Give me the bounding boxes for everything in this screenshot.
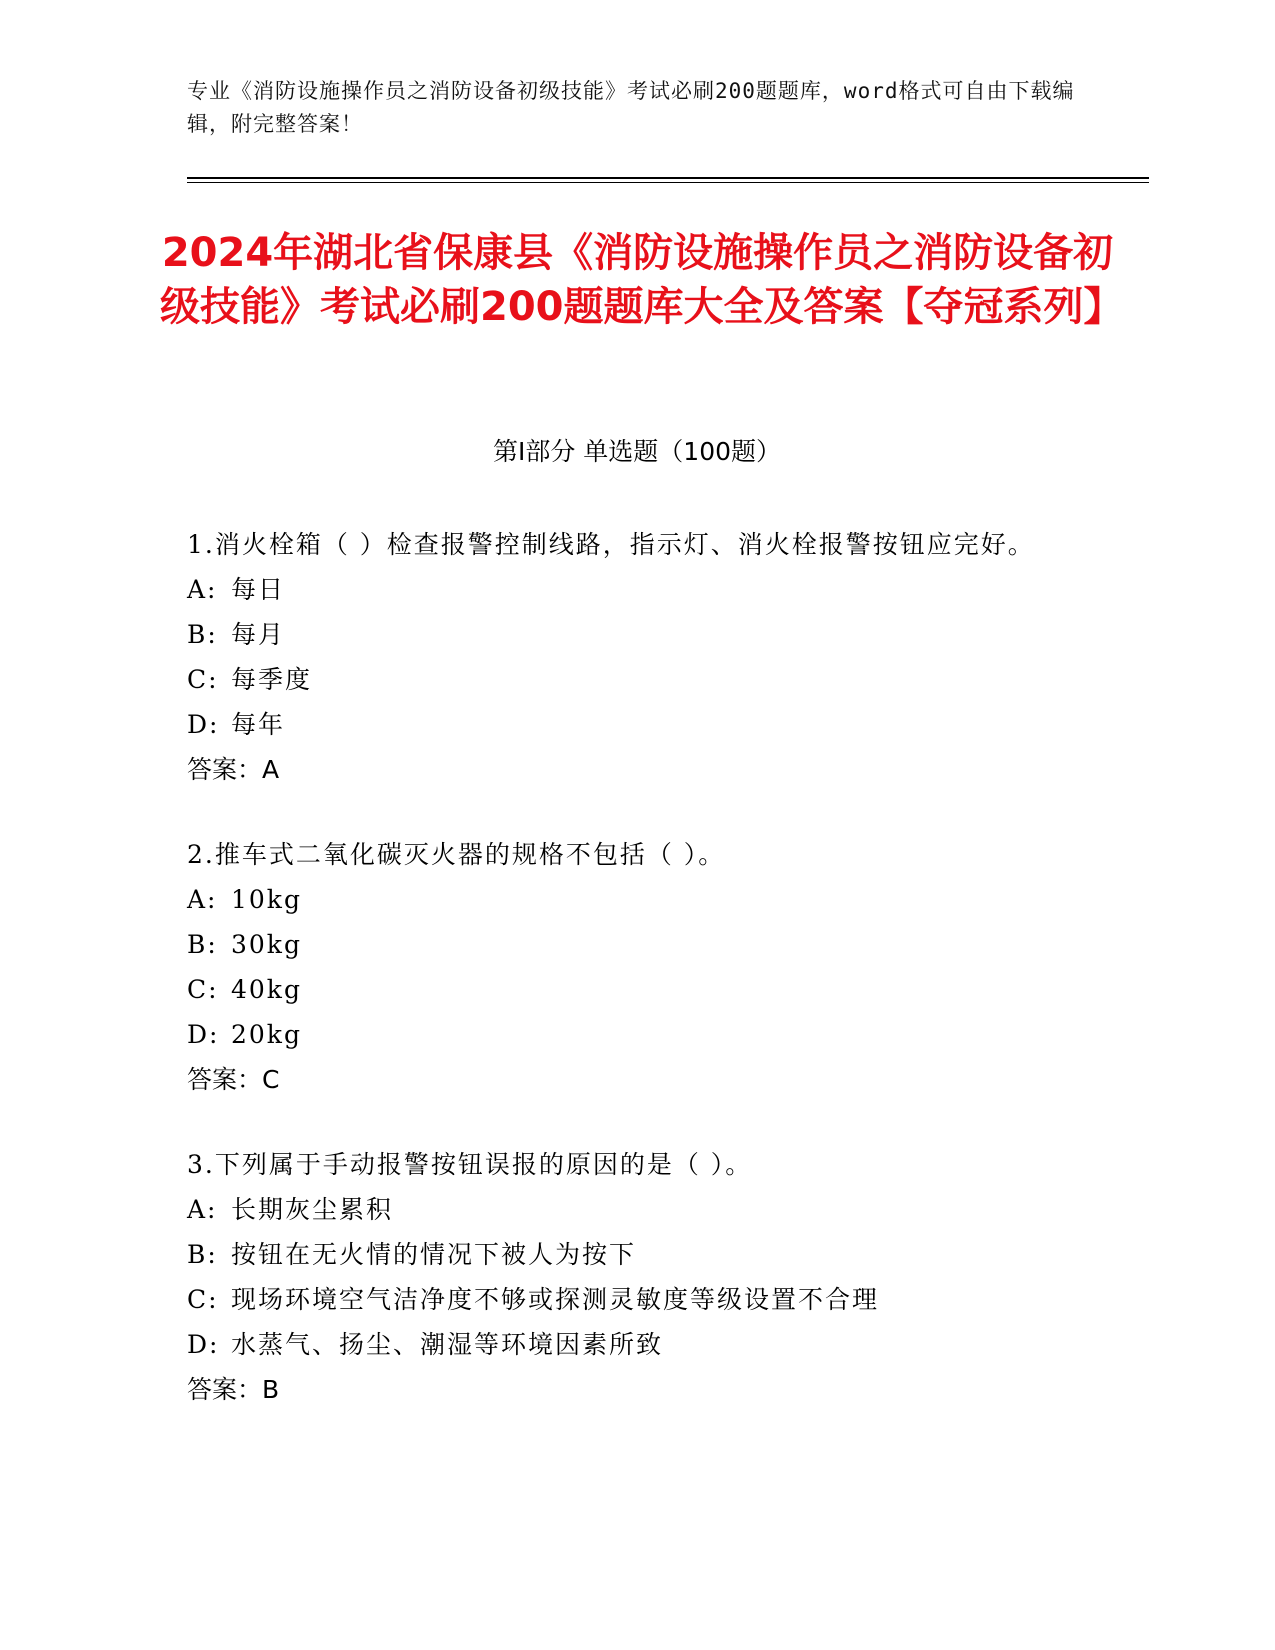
option-b	[187, 612, 1087, 657]
option-text: 现场环境空气洁净度不够或探测灵敏度等级设置不合理	[231, 1285, 880, 1314]
option-d	[187, 1322, 1087, 1367]
option-text: 按钮在无火情的情况下被人为按下	[231, 1240, 637, 1269]
option-letter: A:	[187, 885, 218, 914]
option-letter: C:	[187, 665, 219, 694]
option-d	[187, 1012, 1087, 1057]
option-letter: B:	[187, 930, 218, 959]
option-text: 每月	[231, 620, 286, 649]
option-text: 30kg	[231, 930, 302, 959]
option-letter: D:	[187, 1330, 220, 1359]
option-letter: D:	[187, 1020, 220, 1049]
option-b	[187, 922, 1087, 967]
header-divider-thin	[187, 182, 1149, 183]
option-text: 水蒸气、扬尘、潮湿等环境因素所致	[231, 1330, 664, 1359]
option-letter: D:	[187, 710, 220, 739]
option-letter: C:	[187, 975, 219, 1004]
option-a	[187, 567, 1087, 612]
option-d	[187, 702, 1087, 747]
answer-line: 答案：A	[187, 755, 280, 784]
option-text: 每年	[231, 710, 286, 739]
answer-line: 答案：C	[187, 1065, 280, 1094]
question-1	[187, 522, 1087, 792]
option-a	[187, 1187, 1087, 1232]
option-b	[187, 1232, 1087, 1277]
option-c	[187, 657, 1087, 702]
question-2	[187, 832, 1087, 1102]
question-stem: 2.推车式二氧化碳灭火器的规格不包括（ ）。	[187, 840, 726, 869]
option-c	[187, 967, 1087, 1012]
header-divider-thick	[187, 177, 1149, 179]
option-letter: C:	[187, 1285, 219, 1314]
option-a	[187, 877, 1087, 922]
option-text: 10kg	[231, 885, 302, 914]
section-title: 第Ⅰ部分 单选题（100题）	[492, 437, 782, 466]
question-stem: 3.下列属于手动报警按钮误报的原因的是（ ）。	[187, 1150, 753, 1179]
header-note: 专业《消防设施操作员之消防设备初级技能》考试必刷200题题库，word格式可自由下载编辑，附完整答案！	[187, 79, 1075, 136]
answer-line: 答案：B	[187, 1375, 280, 1404]
option-text: 40kg	[231, 975, 302, 1004]
option-letter: B:	[187, 1240, 218, 1269]
question-stem: 1.消火栓箱（ ）检查报警控制线路，指示灯、消火栓报警按钮应完好。	[187, 530, 1035, 559]
question-3	[187, 1142, 1087, 1412]
option-letter: A:	[187, 1195, 218, 1224]
option-text: 每日	[231, 575, 286, 604]
question-list	[187, 522, 1087, 1452]
document-title: 2024年湖北省保康县《消防设施操作员之消防设备初级技能》考试必刷200题题库大全及答案【夺冠系列】	[160, 230, 1124, 330]
option-letter: B:	[187, 620, 218, 649]
option-text: 长期灰尘累积	[231, 1195, 394, 1224]
option-letter: A:	[187, 575, 218, 604]
option-text: 每季度	[231, 665, 313, 694]
option-text: 20kg	[231, 1020, 302, 1049]
option-c	[187, 1277, 1087, 1322]
